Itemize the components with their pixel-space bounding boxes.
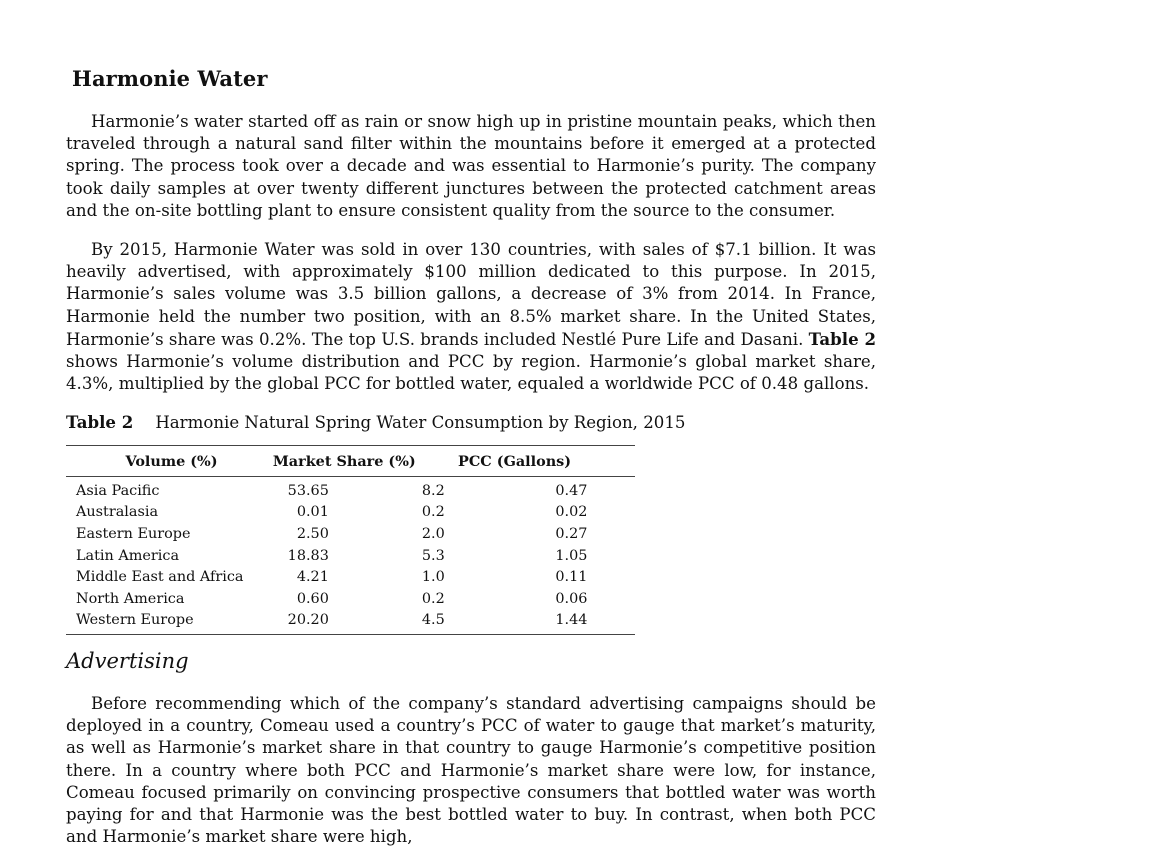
pcc-cell: 0.06 bbox=[555, 590, 588, 607]
table-header-rule bbox=[66, 476, 635, 477]
table-row bbox=[66, 610, 635, 632]
volume-cell: 20.20 bbox=[287, 612, 329, 629]
consumption-table bbox=[66, 445, 635, 635]
table-row bbox=[66, 588, 635, 610]
table-row bbox=[66, 480, 635, 502]
section-heading-advertising: Advertising bbox=[66, 649, 189, 673]
page-title: Harmonie Water bbox=[72, 66, 268, 91]
table-caption bbox=[66, 412, 685, 432]
volume-cell: 0.01 bbox=[296, 504, 329, 521]
pcc-cell: 1.05 bbox=[555, 547, 588, 564]
market-share-cell: 8.2 bbox=[421, 482, 445, 499]
table-row bbox=[66, 523, 635, 545]
region-cell: Western Europe bbox=[76, 612, 194, 629]
pcc-cell: 0.11 bbox=[555, 569, 588, 586]
table-row bbox=[66, 502, 635, 524]
paragraph-sales-text-b: shows Harmonie’s volume distribution and PCC by region. Harmonie’s global market share, 4.3%, multiplied by the global PCC for bottled water, equaled a worldwide PCC of 0.48 gallons. bbox=[66, 352, 876, 394]
region-cell: Asia Pacific bbox=[76, 482, 160, 499]
volume-cell: 53.65 bbox=[287, 482, 329, 499]
volume-cell: 2.50 bbox=[296, 525, 329, 542]
region-cell: Australasia bbox=[76, 504, 159, 521]
paragraph-sales-text-a: By 2015, Harmonie Water was sold in over 130 countries, with sales of $7.1 billion. It was heavily advertised, with approximately $100 million dedicated to this purpose. In 2015, Harmonie’s sales volume was 3.5 billion gallons, a decrease of 3% from 2014. In France, Harmonie held the number two position, with an 8.5% market share. In the United States, Harmonie’s share was 0.2%. The top U.S. brands included Nestlé Pure Life and Dasani. bbox=[66, 240, 876, 349]
pcc-cell: 0.02 bbox=[555, 504, 588, 521]
pcc-cell: 0.47 bbox=[555, 482, 588, 499]
region-cell: North America bbox=[76, 590, 185, 607]
volume-cell: 0.60 bbox=[296, 590, 329, 607]
paragraph-advertising: Before recommending which of the company’s standard advertising campaigns should be deployed in a country, Comeau used a country’s PCC of water to gauge that market’s maturity, as well as Harmonie’s market share in that country to gauge Harmonie’s competitive position there. In a country where both PCC and Harmonie’s market share were low, for instance, Comeau focused primarily on convincing prospective consumers that bottled water was worth paying for and that Harmonie was the best bottled water to buy. In contrast, when both PCC and Harmonie’s market share were high, bbox=[66, 694, 876, 847]
volume-cell: 4.21 bbox=[296, 569, 329, 586]
table-row bbox=[66, 566, 635, 588]
header-volume: Volume (%) bbox=[125, 452, 218, 470]
header-pcc: PCC (Gallons) bbox=[458, 452, 572, 470]
volume-cell: 18.83 bbox=[287, 547, 329, 564]
table-label: Table 2 bbox=[66, 412, 134, 432]
market-share-cell: 0.2 bbox=[421, 590, 445, 607]
header-market-share: Market Share (%) bbox=[272, 452, 416, 470]
table-header-row bbox=[66, 446, 635, 476]
pcc-cell: 0.27 bbox=[555, 525, 588, 542]
market-share-cell: 4.5 bbox=[421, 612, 445, 629]
table-bottom-rule bbox=[66, 634, 635, 635]
market-share-cell: 0.2 bbox=[421, 504, 445, 521]
market-share-cell: 5.3 bbox=[421, 547, 445, 564]
region-cell: Eastern Europe bbox=[76, 525, 191, 542]
region-cell: Latin America bbox=[76, 547, 180, 564]
table-reference: Table 2 bbox=[808, 328, 876, 349]
table-caption-text: Harmonie Natural Spring Water Consumption by Region, 2015 bbox=[155, 413, 686, 432]
market-share-cell: 1.0 bbox=[421, 569, 445, 586]
paragraph-source: Harmonie’s water started off as rain or snow high up in pristine mountain peaks, which then traveled through a natural sand filter within the mountains before it emerged at a protected spring. The process took over a decade and was essential to Harmonie’s purity. The company took daily samples at over twenty different junctures between the protected catchment areas and the on-site bottling plant to ensure consistent quality from the source to the consumer. bbox=[66, 112, 876, 220]
pcc-cell: 1.44 bbox=[555, 612, 588, 629]
region-cell: Middle East and Africa bbox=[76, 569, 244, 586]
table-row bbox=[66, 545, 635, 567]
paragraph-sales bbox=[66, 239, 876, 395]
market-share-cell: 2.0 bbox=[421, 525, 445, 542]
